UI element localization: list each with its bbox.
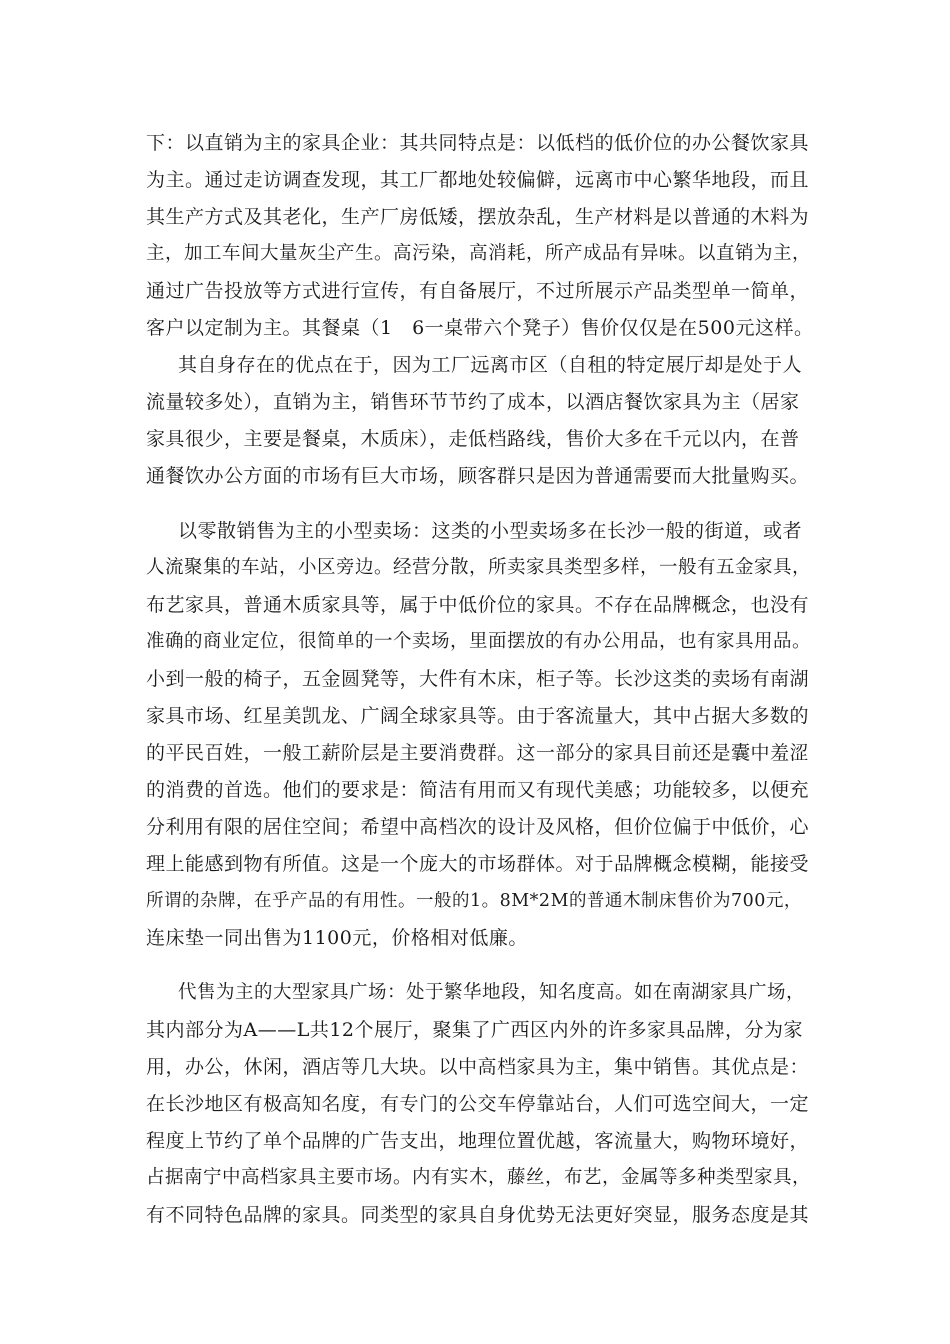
paragraph-3-line-9: 分利用有限的居住空间；希望中高档次的设计及风格，但价位偏于中低价，心 [146,816,810,838]
paragraph-3-line-12: 连床垫一同出售为1100元，价格相对低廉。 [146,927,528,949]
paragraph-1-line-6: 客户以定制为主。其餐桌（1 6一桌带六个凳子）售价仅仅是在500元这样。 [146,317,814,339]
paragraph-4-line-5: 程度上节约了单个品牌的广告支出，地理位置优越，客流量大，购物环境好， [146,1130,810,1152]
paragraph-1-line-1: 下：以直销为主的家具企业：其共同特点是：以低档的低价位的办公餐饮家具 [146,132,810,154]
paragraph-4-line-1: 代售为主的大型家具广场：处于繁华地段，知名度高。如在南湖家具广场， [178,982,806,1003]
paragraph-3-line-10: 理上能感到物有所值。这是一个庞大的市场群体。对于品牌概念模糊，能接受 [146,853,810,875]
paragraph-4-line-2: 其内部分为A——L共12个展厅，聚集了广西区内外的许多家具品牌，分为家 [146,1019,804,1041]
paragraph-2-line-2: 流量较多处），直销为主，销售环节节约了成本，以酒店餐饮家具为主（居家 [146,391,800,413]
paragraph-1-line-3: 其生产方式及其老化，生产厂房低矮，摆放杂乱，生产材料是以普通的木料为 [146,206,810,228]
paragraph-3-line-3: 布艺家具，普通木质家具等，属于中低价位的家具。不存在品牌概念，也没有 [146,594,810,616]
paragraph-3-line-4: 准确的商业定位，很简单的一个卖场，里面摆放的有办公用品，也有家具用品。 [146,631,812,652]
paragraph-3-line-6: 家具市场、红星美凯龙、广阔全球家具等。由于客流量大，其中占据大多数的 [146,705,810,727]
paragraph-1-line-2: 为主。通过走访调查发现，其工厂都地处较偏僻，远离市中心繁华地段，而且 [146,169,810,191]
paragraph-4-line-3: 用，办公，休闲，酒店等几大块。以中高档家具为主，集中销售。其优点是： [146,1056,810,1078]
paragraph-1-line-5: 通过广告投放等方式进行宣传，有自备展厅，不过所展示产品类型单一简单， [146,280,810,302]
paragraph-3-line-2: 人流聚集的车站，小区旁边。经营分散，所卖家具类型多样，一般有五金家具， [146,557,812,578]
paragraph-3-line-7: 的平民百姓，一般工薪阶层是主要消费群。这一部分的家具目前还是囊中羞涩 [146,742,810,764]
paragraph-3-line-1: 以零散销售为主的小型卖场：这类的小型卖场多在长沙一般的街道，或者 [178,520,803,542]
paragraph-2-line-3: 家具很少，主要是餐桌，木质床），走低档路线，售价大多在千元以内，在普 [146,428,800,450]
paragraph-1-line-4: 主，加工车间大量灰尘产生。高污染，高消耗，所产成品有异味。以直销为主， [146,243,812,264]
paragraph-4-line-6: 占据南宁中高档家具主要市场。内有实木，藤丝，布艺，金属等多种类型家具， [146,1167,812,1188]
paragraph-3-line-11: 所谓的杂牌，在乎产品的有用性。一般的1。8M*2M的普通木制床售价为700元， [146,891,802,911]
paragraph-4-line-7: 有不同特色品牌的家具。同类型的家具自身优势无法更好突显，服务态度是其 [146,1204,810,1226]
paragraph-2-line-4: 通餐饮办公方面的市场有巨大市场，顾客群只是因为普通需要而大批量购买。 [146,465,810,487]
paragraph-4-line-4: 在长沙地区有极高知名度，有专门的公交车停靠站台，人们可选空间大，一定 [146,1093,810,1115]
paragraph-3-line-8: 的消费的首选。他们的要求是：简洁有用而又有现代美感；功能较多，以便充 [146,779,810,801]
paragraph-3-line-5: 小到一般的椅子，五金圆凳等，大件有木床，柜子等。长沙这类的卖场有南湖 [146,668,810,690]
paragraph-2-line-1: 其自身存在的优点在于，因为工厂远离市区（自租的特定展厅却是处于人 [178,354,803,376]
